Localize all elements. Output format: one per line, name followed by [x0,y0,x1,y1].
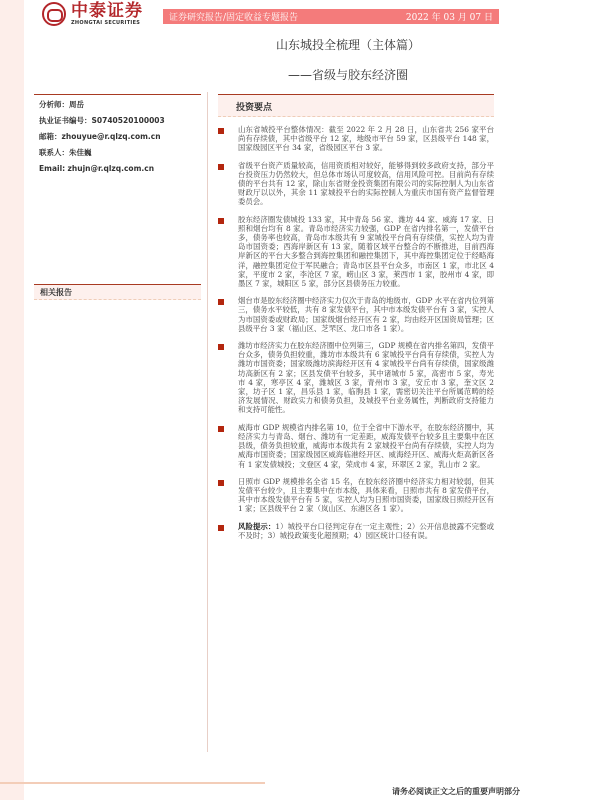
report-date: 2022 年 03 月 07 日 [405,13,493,23]
bullet-text: 山东省城投平台整体情况：截至 2022 年 2 月 28 日，山东省共 256 家平台尚有存续债，其中省级平台 12 家，地级市平台 59 家，区县级平台 148 家，国家级园区平台 34 家，省级园区平台 3 家。 [238,125,494,153]
footer-disclaimer: 请务必阅读正文之后的重要声明部分 [392,787,520,796]
bullet-text: 威海市 GDP 规模省内排名第 10，位于全省中下游水平，在胶东经济圈中，其经济实力与青岛、烟台、潍坊有一定差距，威海发债平台较多且主要集中在区县级，债务负担较重，威海市本级共有 2 家城投平台尚有存续债，实控人均为威海市国资委；国家级园区威海临港经开区、威海经开区、威海火炬高新区各有 1 家发债城投；文登区 4 家，荣成市 4 家，环翠区 2 家，乳山市 2 家。 [238,422,494,469]
bullet-square-icon [218,344,224,350]
risk-text: 1）城投平台口径判定存在一定主观性；2）公开信息披露不完整或不及时；3）城投政策变化超预期；4）园区统计口径有误。 [238,521,494,540]
contact-row [39,145,201,161]
bullet-list [218,125,494,540]
header-bar [163,9,499,24]
report-title: 山东城投全梳理（主体篇） [276,38,421,52]
contact-name: 朱佳巍 [69,148,92,157]
bullet-square-icon [218,128,224,134]
bullet-text: 烟台市是胶东经济圈中经济实力仅次于青岛的地级市，GDP 水平在省内位列第三，债务水平较低，共有 8 家发债平台，其中市本级发债平台有 3 家，实控人为市国资委或财政局；国家级烟台经开区有 2 家，均由经开区国资局管理；区县级平台 3 家（福山区、芝罘区、龙口市各 1 家）。 [238,296,494,333]
report-subtitle: ——省级与胶东经济圈 [288,68,409,82]
analyst-name: 周岳 [69,100,84,109]
email-label: 邮箱： [39,132,62,141]
bullet-text: 潍坊市经济实力在胶东经济圈中位列第三，GDP 规模在省内排名第四，发债平台众多，债务负担较重，潍坊市本级共有 6 家城投平台尚有存续债，实控人为潍坊市国资委；国家级潍坊滨海经开区有 4 家城投平台尚有存续债，国家级潍坊高新区有 2 家；区县发债平台较多，其中诸城市 5 家，高密市 5 家，寿光市 4 家，寒亭区 4 家，潍城区 3 家，青州市 3 家，安丘市 3 家，奎文区 2 家，坊子区 1 家，昌乐县 1 家，临朐县 1 家，需密切关注平台所属范畴的经济发展情况、财政实力和债务负担，及城投平台业务属性，判断政府支持能力和支持可能性。 [238,341,494,415]
contact-label: 联系人： [39,148,69,157]
bullet-text: 日照市 GDP 规模排名全省 15 名，在胶东经济圈中经济实力相对较弱，但其发债平台较少，且主要集中在市本级，具体来看，日照市共有 8 家发债平台，其中市本级发债平台有 5 家，实控人均为日照市国资委，国家级日照经开区有 1 家；区县级平台 2 家（岚山区、东港区各 1 家）。 [238,476,494,514]
cert-row [39,113,201,129]
contact-email-link[interactable]: zhujn@r.qlzq.com.cn [67,164,155,173]
risk-text-block [238,522,494,540]
investment-points-section [218,94,494,548]
bullet-square-icon [218,218,224,224]
related-reports-heading: 相关报告 [34,284,201,300]
bullet-square-icon [218,480,224,486]
left-margin-strip [0,0,24,800]
bullet-square-icon [218,525,224,531]
analyst-email-link[interactable]: zhouyue@r.qlzq.com.cn [61,132,161,141]
brand-name-en: ZHONGTAI SECURITIES [71,19,141,26]
email-row [39,129,201,145]
logo-mark-icon [42,2,66,26]
bullet-item [218,215,494,289]
brand-name-cn: 中泰证券 [71,0,143,21]
bullet-item [218,125,494,153]
brand-logo [42,2,143,26]
risk-label: 风险提示： [238,521,276,531]
analyst-row [39,97,201,113]
cert-number: S0740520100003 [91,116,165,125]
investment-points-heading: 投资要点 [218,94,494,117]
column-divider [207,92,208,752]
contact-email-row [39,161,201,177]
bullet-item [218,161,494,207]
bullet-square-icon [218,426,224,432]
bullet-square-icon [218,299,224,305]
report-category: 证券研究报告/固定收益专题报告 [169,13,299,23]
bullet-text: 胶东经济圈发债城投 133 家，其中青岛 56 家、潍坊 44 家、威海 17 家、日照和烟台均有 8 家。青岛市经济实力较强，GDP 在省内排名第一，发债平台多，债务率也较高，青岛市本级共有 9 家城投平台尚有存续债，实控人均为青岛市国资委；西海岸新区有 13 家，随着区域平台整合的不断推进，目前西海岸新区的平台大多整合到海控集团和融控集团下，其中海控集团定位于经略海洋，融控集团定位于军民融合；青岛市区县平台众多，市南区 1 家，市北区 4 家，平度市 2 家，李沧区 7 家，崂山区 3 家，莱西市 1 家，胶州市 4 家，即墨区 7 家，城阳区 5 家，部分区县债务压力较重。 [238,214,494,289]
bullet-item [218,296,494,333]
bullet-square-icon [218,164,224,170]
bullet-item [218,423,494,469]
cert-label: 执业证书编号： [39,116,92,125]
analyst-label: 分析师： [39,100,69,109]
bullet-text: 省级平台资产质量较高，信用资质相对较好，能够得到较多政府支持，部分平台投资压力仍然较大，但总体市场认可度较高，信用风险可控。目前尚有存续债的平台共有 12 家，除山东省财金投资集团有限公司的实际控制人为山东省财政厅以以外，其余 11 家城投平台的实际控制人为重庆市国有资产监督管理委员会。 [238,160,494,207]
risk-warning [218,522,494,540]
analyst-info [34,94,201,177]
footer-line [0,782,265,784]
bullet-item [218,341,494,415]
bullet-item [218,477,494,514]
contact-email-label: Email: [39,164,66,173]
